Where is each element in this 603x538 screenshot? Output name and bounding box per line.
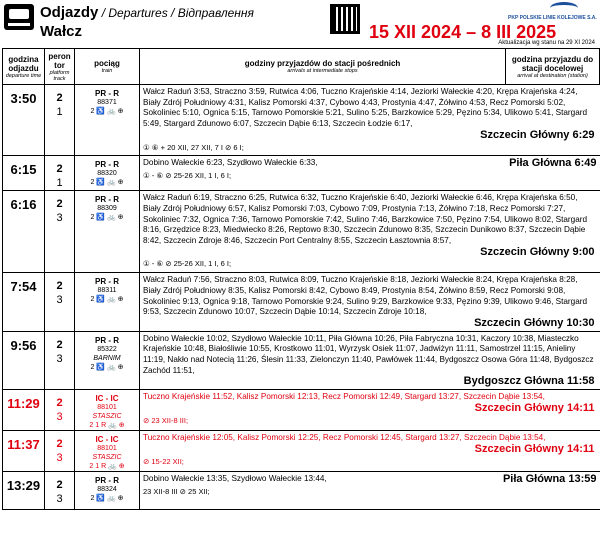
departure-time: 11:29 (3, 390, 45, 431)
track-number: 1 (56, 177, 63, 190)
destination: Szczecin Główny 9:00 (480, 245, 595, 258)
train-number: 88324 (97, 486, 117, 494)
table-row (3, 85, 600, 156)
destination: Szczecin Główny 14:11 (474, 401, 595, 414)
track-number: 3 (56, 294, 63, 307)
table-row (3, 273, 600, 332)
stops-text: Wałcz Raduń 7:56, Straczno 8:03, Rutwica 8:09, Tuczno Krajeńskie 8:18, Jeziorki Wałeckie 8:24, Krępa Krajeńska 8:28, Biały Zdrój Południowy 8:35, Kalisz Pomorski 8:42, Cybowo 8:49, Prostynia 8:54, Żółwino 8:59, Recz Pomorski 9:08, Sokoliniec 9:13, Ognica 9:18, Tarnowo Pomorskie 9:24, Sulino 9:29, Barzkowice 9:33, Pęzino 9:39, Ulikowo 9:46, Stargard 9:53, Szczecin Zdunowo 10:07, Szczecin Dąbie 10:14, Szczecin Zdroje 10:18, (143, 275, 588, 317)
intermediate-stops (140, 472, 600, 510)
platform-number: 2 (56, 198, 63, 211)
train-number: 88101 (97, 404, 117, 412)
train-info (75, 191, 140, 273)
train-category: IC - IC (95, 435, 119, 445)
calendar-note: ① - ⑥ ⊘ 25-26 XII, 1 I, 6 I; (143, 259, 232, 269)
date-range: 15 XII 2024 – 8 III 2025 (369, 22, 557, 42)
train-name: BARNIM (93, 354, 121, 362)
train-category: PR - R (95, 160, 119, 170)
destination: Szczecin Główny 14:11 (474, 442, 595, 455)
train-info (75, 85, 140, 156)
departure-time: 13:29 (3, 472, 45, 510)
intermediate-stops (140, 191, 600, 273)
train-category: PR - R (95, 195, 119, 205)
table-row (3, 191, 600, 273)
platform-number: 2 (56, 280, 63, 293)
train-number: 88311 (97, 287, 117, 295)
calendar-note: ① ⑥ + 20 XII, 27 XII, 7 I ⊘ 6 I; (143, 142, 244, 152)
service-icons: 2 ♿ 🚲 ⊕ (90, 179, 124, 187)
platform-number: 2 (56, 92, 63, 104)
service-icons: 2 ♿ 🚲 ⊕ (90, 214, 124, 222)
service-icons: 2 ♿ 🚲 ⊕ (90, 363, 124, 371)
service-icons: 2 ♿ 🚲 ⊕ (90, 296, 124, 304)
stops-text: Tuczno Krajeńskie 12:05, Kalisz Pomorski 12:25, Recz Pomorski 12:45, Stargard 13:27, Szczecin Dąbie 13:54, (143, 433, 546, 443)
table-row (3, 331, 600, 390)
calendar-note: 23 XII-8 III ⊘ 25 XII; (143, 486, 210, 496)
service-icons: 2 ♿ 🚲 ⊕ (90, 495, 124, 503)
train-info (75, 273, 140, 332)
stops-text: Dobino Wałeckie 6:23, Szydłowo Wałeckie 6:33, (143, 158, 318, 168)
destination: Szczecin Główny 6:29 (480, 128, 595, 141)
header (0, 0, 603, 48)
train-category: PR - R (95, 335, 119, 345)
col-time: godzina odjazdu departure time (3, 49, 45, 85)
train-category: PR - R (95, 89, 119, 98)
train-number: 88101 (97, 445, 117, 453)
calendar-note: ⊘ 23 XII-8 III; (143, 415, 189, 425)
departure-time: 3:50 (3, 85, 45, 156)
calendar-note: ⊘ 15-22 XII; (143, 456, 184, 466)
intermediate-stops (140, 331, 600, 390)
platform-track (45, 156, 75, 191)
destination: Piła Główna 13:59 (502, 473, 597, 486)
platform-track (45, 191, 75, 273)
platform-number: 2 (56, 338, 63, 351)
stops-text: Dobino Wałeckie 13:35, Szydłowo Wałeckie 13:44, (143, 474, 327, 484)
train-category: PR - R (95, 277, 119, 287)
track-number: 3 (56, 452, 63, 465)
train-number: 88371 (97, 99, 117, 106)
service-icons: 2 1 R 🚲 ⊕ (89, 463, 125, 471)
intermediate-stops (140, 85, 600, 156)
col-stops: godziny przyjazdów do stacji pośrednich arrivals at intermediate stops (140, 49, 506, 85)
station-name: Wałcz (40, 23, 82, 40)
platform-track (45, 85, 75, 156)
train-category: PR - R (95, 476, 119, 486)
service-icons: 2 ♿ 🚲 ⊕ (90, 108, 124, 115)
destination: Bydgoszcz Główna 11:58 (463, 375, 595, 388)
intermediate-stops (140, 273, 600, 332)
platform-number: 2 (56, 438, 63, 451)
track-number: 3 (56, 493, 63, 506)
track-number: 1 (56, 106, 63, 118)
train-category: IC - IC (95, 394, 119, 404)
platform-track (45, 390, 75, 431)
intermediate-stops (140, 156, 600, 191)
train-icon (4, 4, 34, 30)
stops-text: Tuczno Krajeńskie 11:52, Kalisz Pomorski 12:13, Recz Pomorski 12:49, Stargard 13:27, Szczecin Dąbie 13:54, (143, 392, 545, 402)
pkp-logo-icon (550, 2, 578, 14)
col-platform: peron tor platform track (45, 49, 75, 85)
platform-track (45, 273, 75, 332)
table-row (3, 156, 600, 191)
col-dest: godzina przyjazdu do stacji docelowej arrival at destination (station) (506, 49, 600, 85)
platform-number: 2 (56, 479, 63, 492)
train-info (75, 472, 140, 510)
stops-text: Dobino Wałeckie 10:02, Szydłowo Wałeckie 10:11, Piła Główna 10:26, Piła Fabryczna 10:31, Kaczory 10:38, Miasteczko Krajeńskie 10:48, Białośliwie 10:55, Krostkowo 11:01, Wyrzysk Osiek 11:07, Jadwiżyn 11:11, Samostrzel 11:15, Anieliny 11:19, Nakło nad Notecią 11:26, Ślesin 11:33, Zielonczyn 11:40, Pawłówek 11:44, Bydgoszcz Osowa Góra 11:48, Bydgoszcz Zachód 11:51, (143, 333, 594, 375)
table-row (3, 472, 600, 510)
track-number: 3 (56, 352, 63, 365)
platform-track (45, 331, 75, 390)
stops-text: Wałcz Raduń 6:19, Straczno 6:25, Rutwica 6:32, Tuczno Krajeńskie 6:40, Jeziorki Wałeckie 6:46, Krępa Krajeńska 6:50, Biały Zdrój Południowy 6:57, Kalisz Pomorski 7:03, Cybowo 7:09, Prostynia 7:13, Żółwino 7:18, Recz Pomorski 7:27, Sokoliniec 7:32, Ognica 7:36, Tarnowo Pomorskie 7:42, Sulino 7:46, Barzkowice 7:50, Pęzino 7:54, Ulikowo 8:02, Stargard 8:16, Grzędzice 8:23, Miedwiecko 8:26, Reptowo 8:30, Szczecin Zdunowo 8:35, Szczecin Dunikowo 8:37, Szczecin Dąbie 8:42, Szczecin Zdroje 8:46, Szczecin Port Centralny 8:55, Szczecin Łasztownia 8:57, (143, 193, 588, 246)
train-number: 85322 (97, 345, 117, 353)
table-row (3, 431, 600, 472)
train-number: 88320 (97, 170, 117, 178)
departure-time: 7:54 (3, 273, 45, 332)
col-train: pociąg train (75, 49, 140, 85)
track-number: 3 (56, 411, 63, 424)
update-note: Aktualizacja wg stanu na 29 XI 2024 (498, 40, 595, 46)
platform-number: 2 (56, 163, 63, 176)
train-info (75, 331, 140, 390)
intermediate-stops (140, 431, 600, 472)
operator-name: PKP POLSKIE LINIE KOLEJOWE S.A. (508, 15, 597, 21)
timetable (2, 48, 600, 510)
service-icons: 2 1 R 🚲 ⊕ (89, 422, 125, 430)
departure-time: 6:15 (3, 156, 45, 191)
qr-code-icon (330, 4, 360, 34)
train-number: 88309 (97, 205, 117, 213)
train-name: STASZIC (92, 413, 122, 421)
platform-track (45, 472, 75, 510)
track-number: 3 (56, 212, 63, 225)
train-info (75, 390, 140, 431)
stops-text: Wałcz Raduń 3:53, Straczno 3:59, Rutwica 4:06, Tuczno Krajeńskie 4:14, Jeziorki Wałeckie 4:20, Krępa Krajeńska 4:24, Biały Zdrój Południowy 4:31, Kalisz Pomorski 4:37, Cybowo 4:43, Prostynia 4:47, Żółwino 4:53, Recz Pomorski 5:02, Sokoliniec 5:10, Ognica 5:15, Tarnowo Pomorskie 5:21, Sulino 5:25, Barzkowice 5:29, Pęzino 5:34, Ulikowo 5:41, Stargard 5:49, Stargard Zdunowo 6:07, Szczecin Dąbie 6:13, Szczecin Łodzie 6:17, (143, 87, 588, 129)
train-name: STASZIC (92, 454, 122, 462)
calendar-note: ① - ⑥ ⊘ 25-26 XII, 1 I, 6 I; (143, 170, 232, 180)
platform-track (45, 431, 75, 472)
train-info (75, 156, 140, 191)
departure-time: 6:16 (3, 191, 45, 273)
platform-number: 2 (56, 397, 63, 410)
table-row (3, 390, 600, 431)
page-title: Odjazdy / Departures / Відправлення (40, 4, 254, 21)
departure-time: 11:37 (3, 431, 45, 472)
page-title-sub: / Departures / Відправлення (98, 6, 254, 20)
destination: Piła Główna 6:49 (509, 157, 597, 170)
train-info (75, 431, 140, 472)
destination: Szczecin Główny 10:30 (474, 316, 595, 329)
intermediate-stops (140, 390, 600, 431)
departure-time: 9:56 (3, 331, 45, 390)
